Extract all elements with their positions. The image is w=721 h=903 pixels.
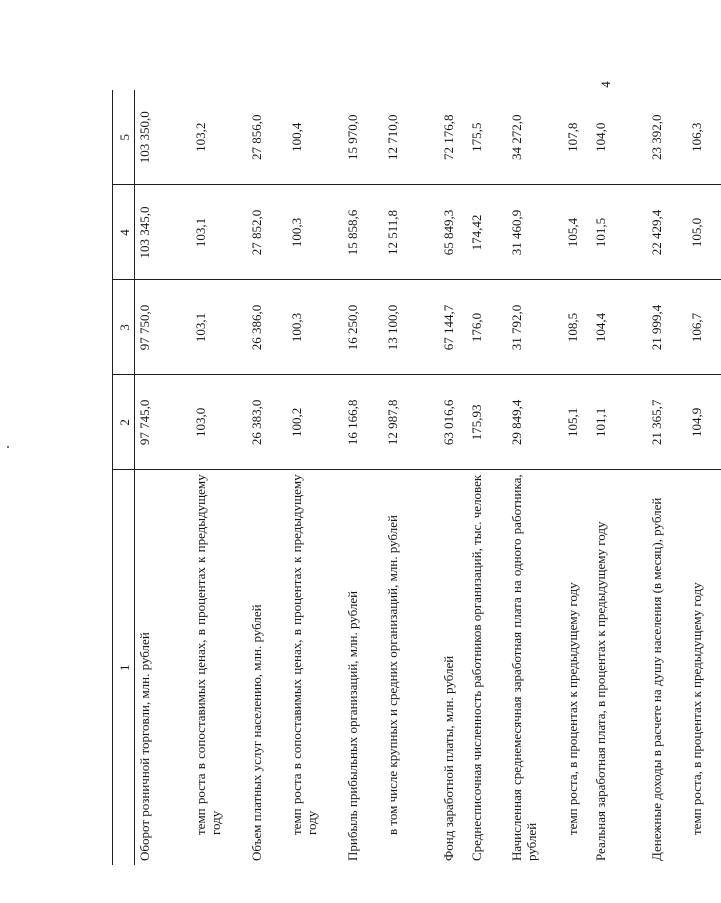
table-cell: 105,4 [563,185,591,280]
table-cell: 97 750,0 [135,280,192,375]
table-cell: 103 350,0 [135,90,192,185]
table-cell: 103 345,0 [135,185,192,280]
table-row [383,90,439,865]
table-cell: 21 999,4 [647,280,687,375]
table-row [687,90,721,865]
column-number: 4 [113,185,135,280]
table-cell: 175,5 [467,90,507,185]
table-cell: 100,4 [287,90,343,185]
table-cell: 15 858,6 [343,185,383,280]
table-cell: 106,7 [687,280,721,375]
table-row [287,90,343,865]
column-number-row [113,90,135,865]
column-number: 2 [113,375,135,470]
table-cell: 104,0 [591,90,647,185]
table-cell: 72 176,8 [439,90,467,185]
table-cell: 67 144,7 [439,280,467,375]
table-cell: 13 100,0 [383,280,439,375]
table-cell: 103,1 [191,280,247,375]
table-cell: 23 392,0 [647,90,687,185]
table-cell: 16 166,8 [343,375,383,470]
row-sublabel: темп роста, в процентах к предыдущему году [689,582,704,835]
table-row [439,90,467,865]
table-cell: 104,4 [591,280,647,375]
table-row [135,90,192,865]
table-row [247,90,287,865]
table-cell: 100,3 [287,185,343,280]
table-cell: 12 710,0 [383,90,439,185]
row-sublabel: в том числе крупных и средних организаций, млн. рублей [385,515,400,835]
table-cell: 108,5 [563,280,591,375]
table-row [507,90,563,865]
row-label: Объем платных услуг населению, млн. рублей [249,604,264,861]
row-label: Оборот розничной торговли, млн. рублей [137,632,152,861]
indicators-table [112,90,721,865]
table-cell: 15 970,0 [343,90,383,185]
row-label: Прибыль прибыльных организаций, млн. рублей [345,590,360,861]
table-cell: 97 745,0 [135,375,192,470]
table-cell: 22 429,4 [647,185,687,280]
row-label: Среднесписочная численность работников организаций, тыс. человек [469,474,484,861]
table-cell: 12 511,8 [383,185,439,280]
table-cell: 103,2 [191,90,247,185]
table-cell: 100,2 [287,375,343,470]
table-cell: 104,9 [687,375,721,470]
table-cell: 26 383,0 [247,375,287,470]
page-number: 4 [597,81,613,88]
row-label: Фонд заработной платы, млн. рублей [441,655,456,861]
row-sublabel: темп роста, в процентах к предыдущему году [565,582,580,835]
table-cell: 21 365,7 [647,375,687,470]
table-row [343,90,383,865]
row-label: Реальная заработная плата, в процентах к предыдущему году [593,521,608,861]
scan-speck [7,446,9,448]
row-label: Начисленная среднемесячная заработная плата на одного работника, рублей [509,474,539,861]
rotated-table-container [112,90,704,865]
table-cell: 101,5 [591,185,647,280]
table-cell: 107,8 [563,90,591,185]
table-cell: 106,3 [687,90,721,185]
table-cell: 31 792,0 [507,280,563,375]
table-cell: 29 849,4 [507,375,563,470]
table-cell: 176,0 [467,280,507,375]
table-row [591,90,647,865]
table-row [647,90,687,865]
table-cell: 105,0 [687,185,721,280]
table-cell: 103,0 [191,375,247,470]
column-number: 3 [113,280,135,375]
table-cell: 27 856,0 [247,90,287,185]
table-cell: 31 460,9 [507,185,563,280]
row-sublabel: темп роста в сопоставимых ценах, в процентах к предыдущему году [193,474,223,835]
column-number: 1 [113,470,135,865]
table-cell: 16 250,0 [343,280,383,375]
table-row [467,90,507,865]
row-label: Денежные доходы в расчете на душу населения (в месяц), рублей [649,497,664,861]
table-row [563,90,591,865]
row-sublabel: темп роста в сопоставимых ценах, в процентах к предыдущему году [289,474,319,835]
table-row [191,90,247,865]
table-cell: 101,1 [591,375,647,470]
table-cell: 65 849,3 [439,185,467,280]
table-cell: 12 987,8 [383,375,439,470]
table-cell: 34 272,0 [507,90,563,185]
table-cell: 174,42 [467,185,507,280]
table-cell: 175,93 [467,375,507,470]
table-cell: 63 016,6 [439,375,467,470]
table-cell: 103,1 [191,185,247,280]
table-cell: 100,3 [287,280,343,375]
table-cell: 27 852,0 [247,185,287,280]
table-cell: 105,1 [563,375,591,470]
table-cell: 26 386,0 [247,280,287,375]
column-number: 5 [113,90,135,185]
